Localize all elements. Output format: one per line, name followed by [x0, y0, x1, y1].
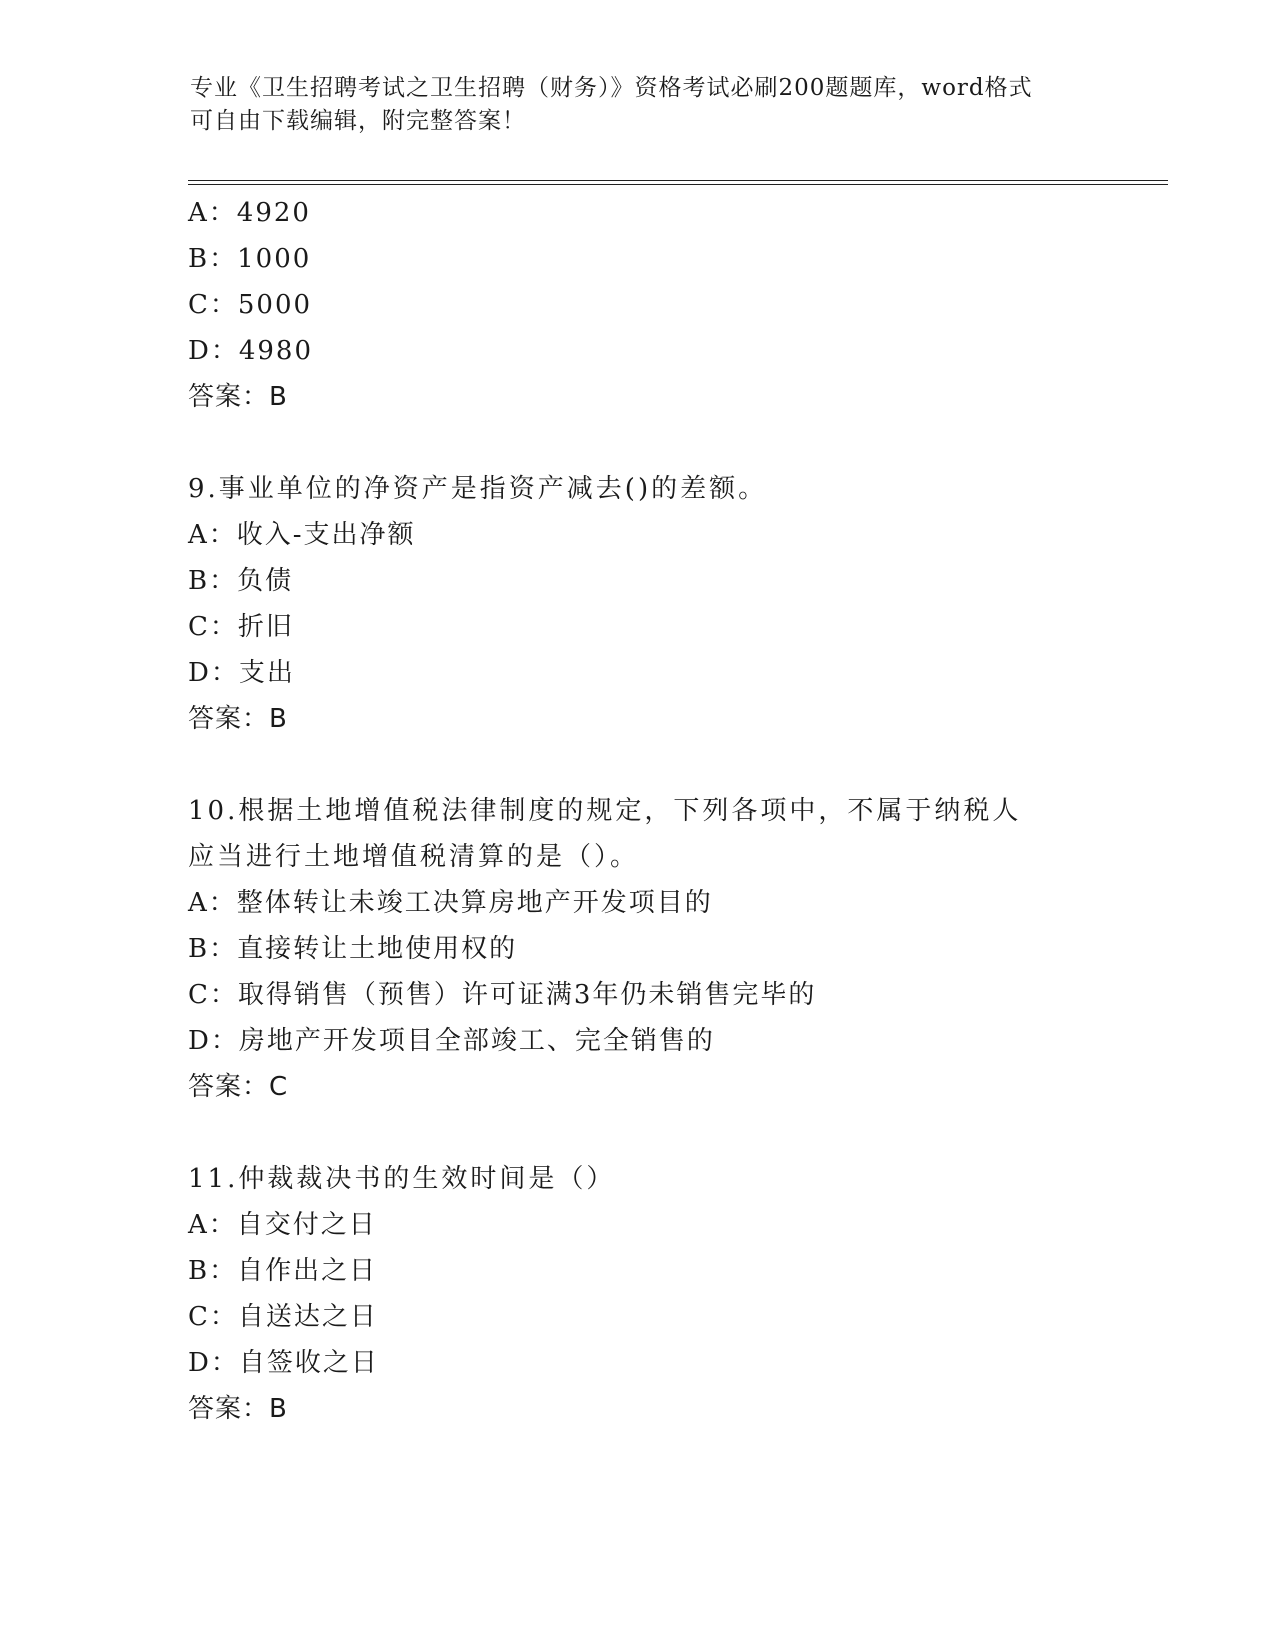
question-stem: 9.事业单位的净资产是指资产减去()的差额。	[188, 474, 768, 504]
option-c: C：折旧	[188, 612, 294, 642]
option-d: D：支出	[188, 658, 295, 688]
question-8-continued	[188, 190, 1088, 420]
spacer	[188, 742, 1088, 788]
answer-text: 答案：B	[188, 1394, 288, 1424]
document-header	[190, 72, 1080, 138]
header-line-2: 可自由下载编辑，附完整答案！	[190, 108, 526, 134]
answer-text: 答案：B	[188, 382, 288, 412]
option-c: C：5000	[188, 290, 313, 320]
option-d: D：4980	[188, 336, 314, 366]
option-a: A：4920	[188, 198, 311, 228]
question-10	[188, 788, 1088, 1110]
header-divider-top	[188, 180, 1168, 181]
option-d: D：房地产开发项目全部竣工、完全销售的	[188, 1026, 715, 1056]
option-c: C：自送达之日	[188, 1302, 378, 1332]
option-b: B：直接转让土地使用权的	[188, 934, 518, 964]
option-b: B：自作出之日	[188, 1256, 378, 1286]
header-divider-bottom	[188, 184, 1168, 185]
option-c: C：取得销售（预售）许可证满3年仍未销售完毕的	[188, 980, 817, 1010]
option-a: A：收入-支出净额	[188, 520, 416, 550]
question-11	[188, 1156, 1088, 1432]
question-stem: 10.根据土地增值税法律制度的规定，下列各项中，不属于纳税人应当进行土地增值税清算的是（）。	[188, 796, 1022, 872]
header-line-1: 专业《卫生招聘考试之卫生招聘（财务）》资格考试必刷200题题库，word格式	[190, 75, 1033, 101]
option-d: D：自签收之日	[188, 1348, 379, 1378]
option-a: A：整体转让未竣工决算房地产开发项目的	[188, 888, 713, 918]
question-list	[188, 190, 1088, 1432]
question-stem: 11.仲裁裁决书的生效时间是（）	[188, 1164, 616, 1194]
answer-text: 答案：C	[188, 1072, 289, 1102]
spacer	[188, 1110, 1088, 1156]
question-9	[188, 466, 1088, 742]
option-b: B：1000	[188, 244, 312, 274]
option-b: B：负债	[188, 566, 294, 596]
answer-text: 答案：B	[188, 704, 288, 734]
spacer	[188, 420, 1088, 466]
option-a: A：自交付之日	[188, 1210, 377, 1240]
